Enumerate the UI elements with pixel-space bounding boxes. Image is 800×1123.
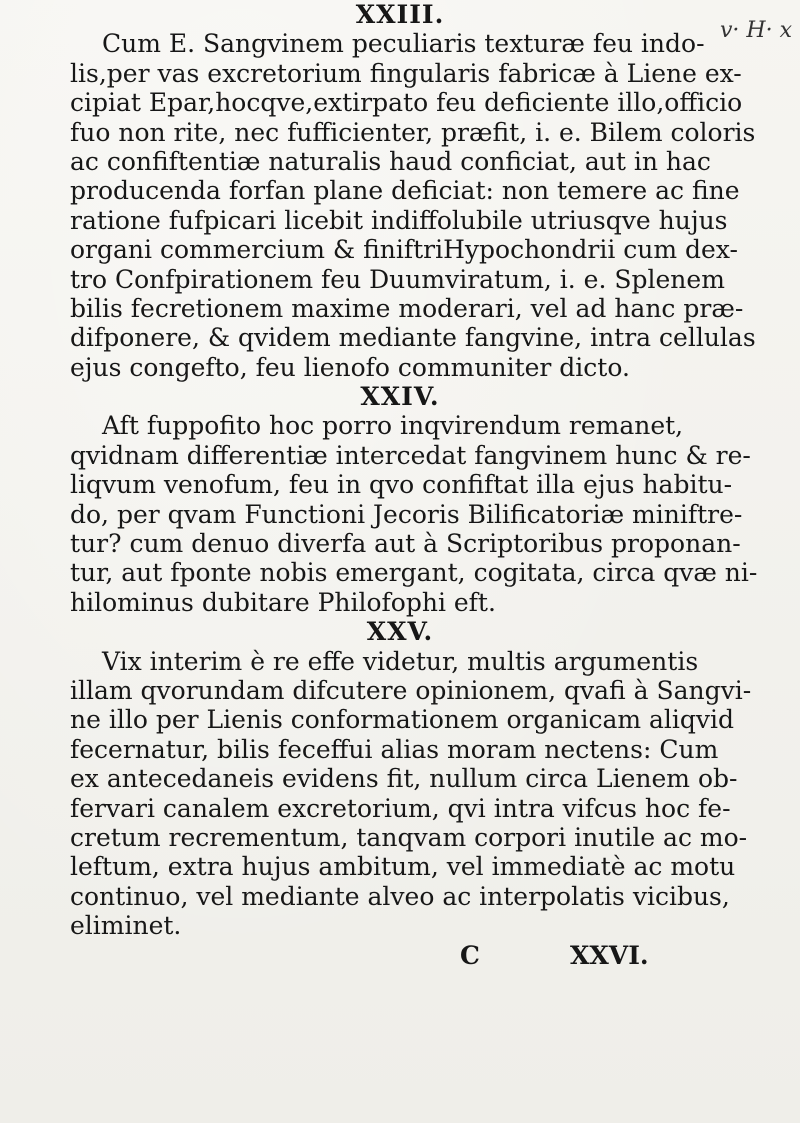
- paragraph-line: tur? cum denuo diverfa aut à Scriptoribus proponan-: [70, 529, 741, 559]
- paragraph-line: ejus congefto, feu lienofo communiter dicto.: [70, 352, 630, 382]
- section-numeral-xxiv: XXIV.: [360, 382, 440, 412]
- paragraph-line: continuo, vel mediante alveo ac interpolatis vicibus,: [70, 881, 730, 911]
- paragraph-line: qvidnam differentiæ intercedat fangvinem hunc & re-: [70, 440, 751, 470]
- paragraph-line: Vix interim è re effe videtur, multis argumentis: [102, 646, 699, 676]
- paragraph-line: fuo non rite, nec fufficienter, præfit, i. e. Bilem coloris: [70, 117, 756, 147]
- margin-annotation: v· H· x: [720, 18, 792, 43]
- page-footer: [70, 941, 730, 970]
- paragraph-line: eliminet.: [70, 911, 182, 941]
- paragraph-line: illam qvorundam difcutere opinionem, qvafi à Sangvi-: [70, 675, 752, 705]
- paragraph-line: producenda forfan plane deficiat: non temere ac fine: [70, 176, 740, 206]
- paragraph-line: do, per qvam Functioni Jecoris Bilificatoriæ miniftre-: [70, 499, 743, 529]
- paragraph-line: ac confiftentiæ naturalis haud conficiat, aut in hac: [70, 146, 711, 176]
- paragraph-line: ratione fufpicari licebit indiffolubile utriusqve hujus: [70, 205, 728, 235]
- paragraph-line: leftum, extra hujus ambitum, vel immediatè ac motu: [70, 852, 736, 882]
- section-numeral-xxiii: XXIII.: [355, 0, 445, 29]
- paragraph-line: fervari canalem excretorium, qvi intra vifcus hoc fe-: [70, 793, 731, 823]
- paragraph-line: tur, aut fponte nobis emergant, cogitata, circa qvæ ni-: [70, 558, 758, 588]
- paragraph-line: fecernatur, bilis feceffui alias moram nectens: Cum: [70, 734, 719, 764]
- paragraph-line: ex antecedaneis evidens fit, nullum circa Lienem ob-: [70, 764, 738, 794]
- paragraph-line: Aft fuppofito hoc porro inqvirendum remanet,: [102, 411, 684, 441]
- paragraph-line: cipiat Epar,hocqve,extirpato feu deficiente illo,officio: [70, 88, 743, 118]
- paragraph-line: difponere, & qvidem mediante fangvine, intra cellulas: [70, 323, 756, 353]
- signature-mark: C: [460, 940, 480, 970]
- paragraph-line: tro Confpirationem feu Duumviratum, i. e. Splenem: [70, 264, 725, 294]
- section-numeral-xxv: XXV.: [366, 617, 434, 647]
- catchword: XXVI.: [570, 940, 649, 970]
- paragraph-line: lis,per vas excretorium fingularis fabricæ à Liene ex-: [70, 58, 742, 88]
- paragraph-line: ne illo per Lienis conformationem organicam aliqvid: [70, 705, 735, 735]
- paragraph-line: cretum recrementum, tanqvam corpori inutile ac mo-: [70, 822, 748, 852]
- paragraph-line: bilis fecretionem maxime moderari, vel ad hanc præ-: [70, 293, 744, 323]
- paragraph-line: liqvum venofum, feu in qvo confiftat illa ejus habitu-: [70, 470, 733, 500]
- paragraph-line: hilominus dubitare Philofophi eft.: [70, 587, 496, 617]
- paragraph-line: Cum E. Sangvinem peculiaris texturæ feu indo-: [102, 29, 705, 59]
- paragraph-line: organi commercium & finiftriHypochondrii cum dex-: [70, 235, 738, 265]
